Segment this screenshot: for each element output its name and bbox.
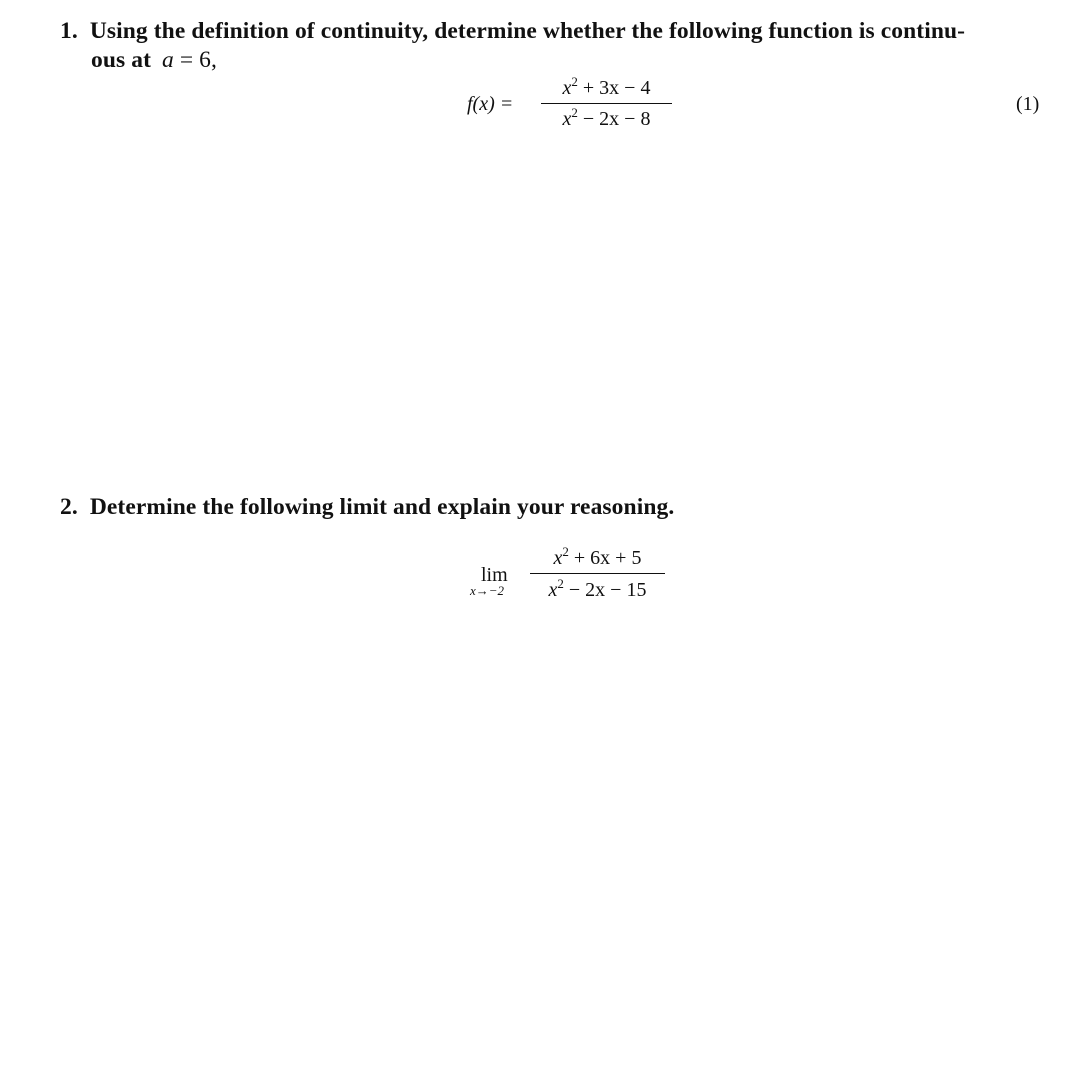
equation-2-denominator: $x^2 - 2x - 15$ xyxy=(548,576,647,601)
problem-2-text: Determine the following limit and explain your reasoning. xyxy=(89,494,675,520)
problem-2-statement xyxy=(60,493,674,521)
limit-subscript: x→−2 xyxy=(470,583,505,598)
equation-2-numerator: $x^2 + 6x + 5$ xyxy=(553,544,642,569)
problem-1-text-cont: ous at xyxy=(91,47,152,73)
problem-1-text: Using the definition of continuity, determine whether the following function is continu- xyxy=(89,18,966,44)
equation-1-tag: (1) xyxy=(1016,93,1040,115)
equation-1-denominator: $x^2 - 2x - 8$ xyxy=(562,105,651,130)
problem-1-number: 1. xyxy=(60,18,78,44)
problem-1-variable-a: a xyxy=(162,47,174,73)
equation-1-lhs: f(x) = xyxy=(467,93,514,115)
equation-1-numerator: $x^2 + 3x - 4$ xyxy=(562,74,651,99)
limit-operator: lim xyxy=(481,564,508,586)
equation-2-fraction-bar xyxy=(530,573,665,574)
problem-2-number: 2. xyxy=(60,494,78,520)
problem-1-statement-line-1 xyxy=(60,17,965,45)
equation-1-fraction-bar xyxy=(541,103,672,104)
problem-1-statement-line-2 xyxy=(91,46,217,74)
problem-1-value: = 6, xyxy=(173,47,217,73)
